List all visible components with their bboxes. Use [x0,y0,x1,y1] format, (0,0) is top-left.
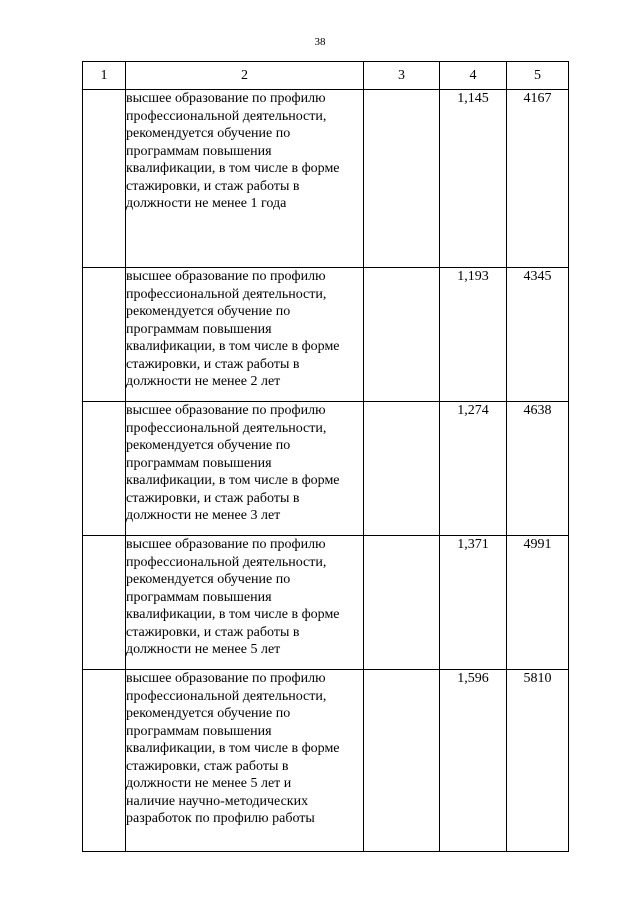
description-line: высшее образование по профилю [126,403,326,418]
row-index-cell [83,670,126,852]
empty-cell [364,402,440,536]
coefficient-cell: 1,371 [440,536,507,670]
header-col-1: 1 [83,62,126,90]
qualification-description [126,536,364,670]
amount-cell: 4167 [507,90,569,268]
description-line: высшее образование по профилю [126,671,326,686]
description-line: квалификации, в том числе в форме [126,161,340,176]
description-line: программам повышения [126,321,272,337]
description-line: профессиональной деятельности, [126,286,327,302]
description-line: профессиональной деятельности, [126,108,327,124]
description-line: наличие научно-методических [126,793,309,809]
amount-cell: 4991 [507,536,569,670]
qualification-description [126,670,364,852]
coefficient-cell: 1,274 [440,402,507,536]
qualification-description [126,90,364,268]
description-line: квалификации, в том числе в форме [126,741,340,756]
amount-cell: 4345 [507,268,569,402]
table-row [83,536,569,670]
coefficient-cell: 1,596 [440,670,507,852]
header-col-4: 4 [440,62,507,90]
empty-cell [364,536,440,670]
description-line: высшее образование по профилю [126,91,326,106]
description-line: профессиональной деятельности, [126,688,327,704]
description-line: стажировки, стаж работы в [126,758,289,774]
description-line: программам повышения [126,723,272,739]
qualification-description [126,402,364,536]
table-row [83,90,569,268]
description-line: рекомендуется обучение по [126,438,291,453]
description-line: рекомендуется обучение по [126,572,291,587]
header-col-5: 5 [507,62,569,90]
coefficient-cell: 1,193 [440,268,507,402]
description-line: должности не менее 3 лет [126,508,281,523]
amount-cell: 5810 [507,670,569,852]
qualification-description [126,268,364,402]
description-line: стажировки, и стаж работы в [126,178,300,194]
header-col-3: 3 [364,62,440,90]
description-line: стажировки, и стаж работы в [126,624,300,640]
description-line: программам повышения [126,455,272,471]
row-index-cell [83,268,126,402]
description-line: программам повышения [126,589,272,605]
description-line: квалификации, в том числе в форме [126,607,340,622]
amount-cell: 4638 [507,402,569,536]
empty-cell [364,268,440,402]
description-line: рекомендуется обучение по [126,126,291,141]
description-line: высшее образование по профилю [126,269,326,284]
description-line: рекомендуется обучение по [126,304,291,319]
row-index-cell [83,90,126,268]
salary-coefficient-table [82,61,569,852]
description-line: квалификации, в том числе в форме [126,339,340,354]
description-line: высшее образование по профилю [126,537,326,552]
description-line: разработок по профилю работы [126,811,315,826]
description-line: стажировки, и стаж работы в [126,356,300,372]
table-header-row [83,62,569,90]
description-line: рекомендуется обучение по [126,706,291,721]
description-line: программам повышения [126,143,272,159]
row-index-cell [83,402,126,536]
page-number: 38 [314,36,326,48]
description-line: должности не менее 1 года [126,196,287,211]
description-line: профессиональной деятельности, [126,420,327,436]
empty-cell [364,670,440,852]
header-col-2: 2 [126,62,364,90]
table-row [83,670,569,852]
description-line: квалификации, в том числе в форме [126,473,340,488]
description-line: должности не менее 2 лет [126,374,281,389]
row-index-cell [83,536,126,670]
table-row [83,402,569,536]
description-line: должности не менее 5 лет [126,642,281,657]
description-line: профессиональной деятельности, [126,554,327,570]
empty-cell [364,90,440,268]
description-line: должности не менее 5 лет и [126,776,292,791]
coefficient-cell: 1,145 [440,90,507,268]
description-line: стажировки, и стаж работы в [126,490,300,506]
table-row [83,268,569,402]
